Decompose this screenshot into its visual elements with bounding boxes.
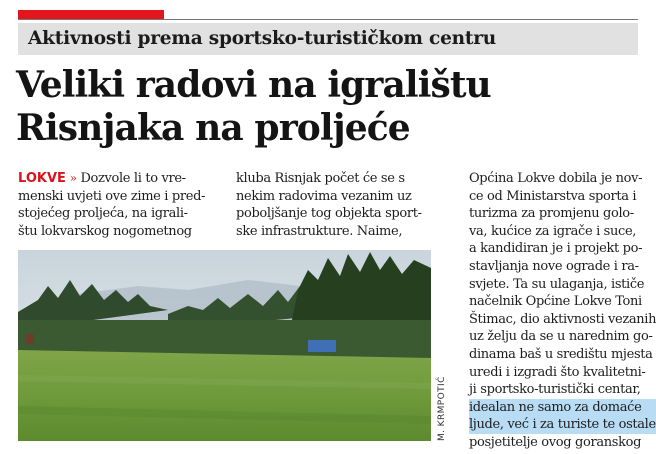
column3-line: uz želju da se u narednim go- (469, 329, 653, 345)
double-chevron-right-icon: » (69, 171, 77, 185)
column2-line: poboljšanje tog objekta sport- (236, 206, 422, 222)
column1-line: štu lokvarskog nogometnog (18, 223, 192, 239)
photo-credit: M. KRMPOTIĆ (437, 376, 447, 441)
article-photo-football-pitch (18, 250, 431, 441)
column1-line: stojećeg proljeća, na igrali- (18, 206, 188, 222)
column3-line-highlighted: idealan ne samo za domaće (469, 399, 656, 417)
column3-line: stavljanja nove ograde i ra- (469, 258, 639, 274)
column3-line: Štimac, dio aktivnosti vezanih (469, 311, 656, 327)
column3-line: dinama baš u središtu mjesta (469, 346, 653, 362)
column3-line: Općina Lokve dobila je nov- (469, 171, 643, 186)
article-column-2 (236, 170, 422, 240)
column2-line: kluba Risnjak počet će se s (236, 171, 405, 186)
column3-line: turizma za promjenu golo- (469, 206, 634, 222)
column3-line: va, kućice za igrače i suce, (469, 223, 637, 239)
column3-line: uredi i izgradi što kvalitetni- (469, 364, 646, 380)
column2-line: ske infrastrukture. Naime, (236, 223, 403, 239)
column1-line: menski uvjeti ove zime i pred- (18, 188, 206, 204)
column3-line: posjetitelje ovog goranskog (469, 434, 642, 450)
article-kicker: Aktivnosti prema sportsko-turističkom centru (18, 23, 638, 55)
article-column-3 (469, 170, 656, 452)
article-dateline: LOKVE (18, 171, 66, 186)
column3-line-highlighted: ljude, već i za turiste te ostale (469, 417, 656, 433)
headline-line-2: Risnjaka na proljeće (16, 107, 410, 149)
column3-line: svjete. Ta su ulaganja, ističe (469, 276, 645, 292)
section-accent-bar (18, 10, 164, 19)
column3-line: a kandidiran je i projekt po- (469, 241, 643, 257)
column3-line: ji sportsko-turistički centar, (469, 382, 641, 398)
column1-line (18, 170, 205, 188)
column1-text: Dozvole li to vre- (80, 171, 186, 186)
column3-line: načelnik Općine Lokve Toni (469, 294, 642, 310)
column3-line: ce od Ministarstva sporta i (469, 188, 637, 204)
section-divider (18, 19, 638, 20)
article-column-1 (18, 170, 205, 240)
column2-line: nekim radovima vezanim uz (236, 188, 412, 204)
headline-line-1: Veliki radovi na igralištu (16, 64, 491, 106)
article-headline (16, 64, 646, 150)
